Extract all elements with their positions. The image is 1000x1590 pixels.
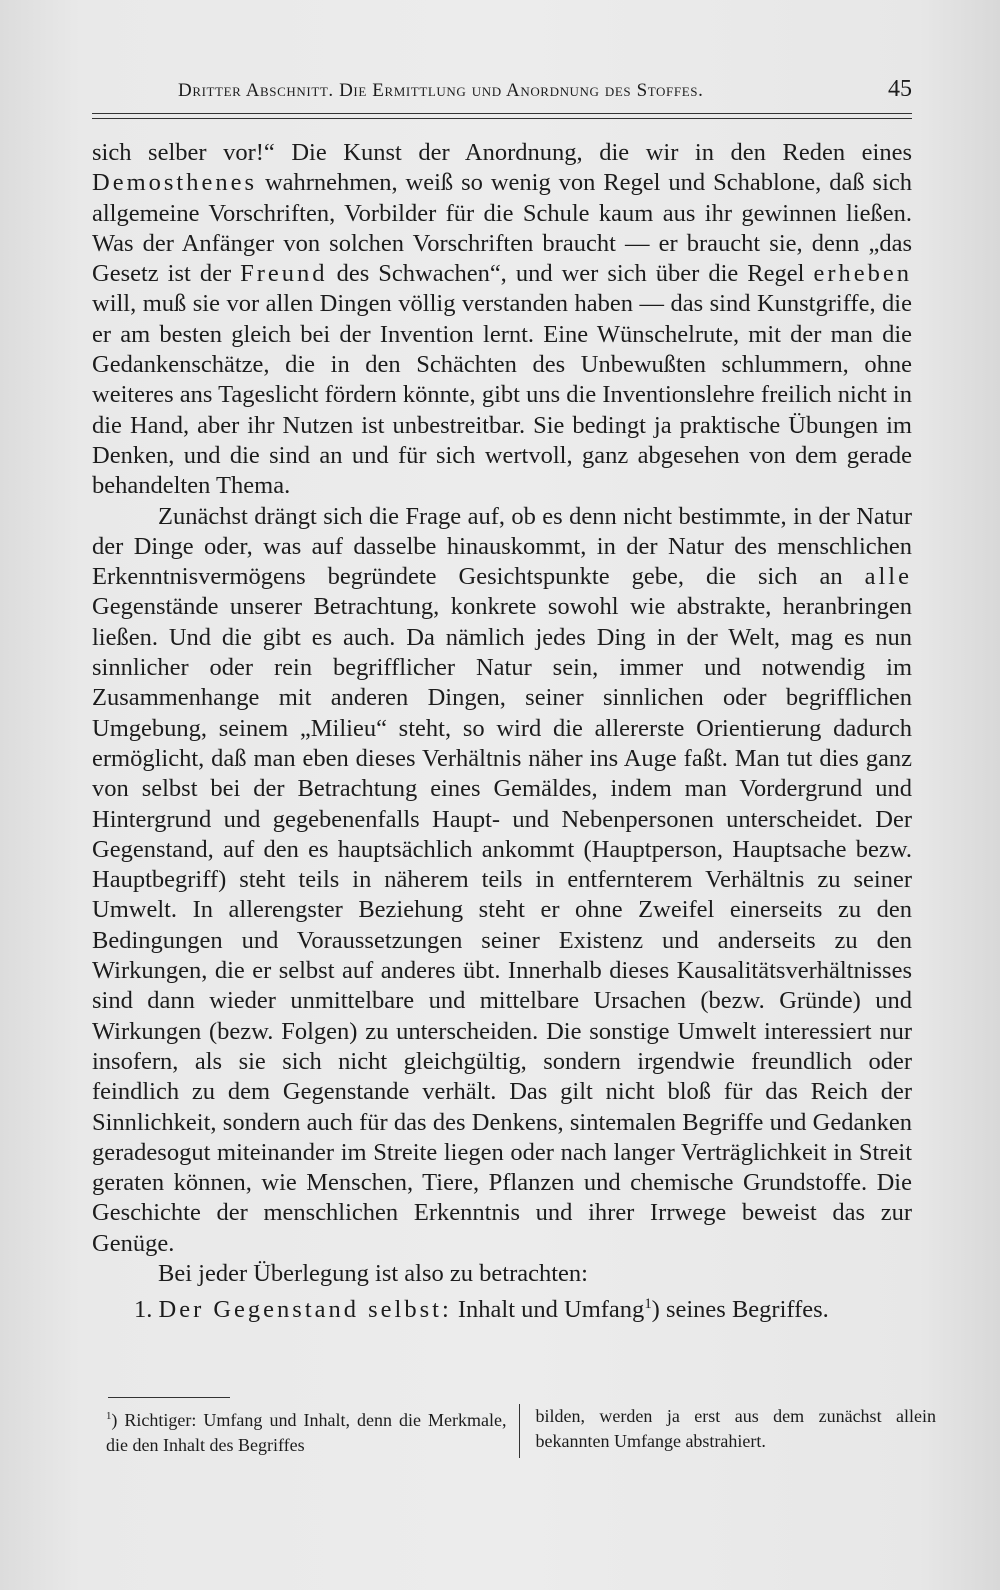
header-rule [92,113,912,114]
footnote-left-column: $^1$) Richtiger: Umfang und Inhalt, denn die Merkmale, die den Inhalt des Begriffes [106,1404,520,1458]
page-number: 45 [888,76,912,102]
footnote-right-column: bilden, werden ja erst aus dem zunächst allein bekannten Umfange abstrahiert. [535,1406,936,1451]
running-title: Dritter Abschnitt. Die Ermittlung und Anordnung des Stoffes. [178,80,704,101]
footnote-rule [108,1397,230,1398]
paragraph-2: Zunächst drängt sich die Frage auf, ob es denn nicht bestimmte, in der Natur der Dinge oder, was auf dasselbe hinauskommt, in der Natur des menschlichen Erkenntnisvermögens begründete Gesichtspunkte gebe, die sich an alle Gegenstände unserer Betrachtung, konkrete sowohl wie abstrakte, heranbringen ließen. Und die gibt es auch. Da nämlich jedes Ding in der Welt, mag es nun sinnlicher oder rein begrifflicher Natur sein, immer und notwendig im Zusammenhange mit anderen Dingen, seiner sinnlichen oder begrifflichen Umgebung, seinem „Milieu“ steht, so wird die allererste Orientierung dadurch ermöglicht, daß man eben dieses Verhältnis näher ins Auge faßt. Man tut dies ganz von selbst bei der Betrachtung eines Gemäldes, indem man Vordergrund und Hintergrund und gegebenenfalls Haupt- und Nebenpersonen unterscheidet. Der Gegenstand, auf den es hauptsächlich ankommt (Hauptperson, Hauptsache bezw. Hauptbegriff) steht teils in näherem teils in entfernterem Verhältnis zu seiner Umwelt. In allerengster Beziehung steht er ohne Zweifel einerseits zu den Bedingungen und Voraussetzungen seiner Existenz und anderseits zu den Wirkungen, die er selbst auf anderes übt. Innerhalb dieses Kausalitätsverhältnisses sind dann wieder unmittelbare und mittelbare Ursachen (bezw. Gründe) und Wirkungen (bezw. Folgen) zu unterscheiden. Die sonstige Umwelt interessiert nur insofern, als sie sich nicht gleichgültig, sondern irgendwie freundlich oder feindlich zu dem Gegenstande verhält. Das gilt nicht bloß für das Reich der Sinnlichkeit, sondern auch für das des Denkens, sintemalen Begriffe und Gedanken geradesogut miteinander im Streite liegen oder nach langer Verträglichkeit in Streit geraten können, wie Menschen, Tiere, Pflanzen und chemische Grundstoffe. Die Geschichte der menschlichen Erkenntnis und ihrer Irrwege beweist das zur Genüge. [92,502,912,1257]
page-header [92,76,912,103]
list-item-1: 1. Der Gegenstand selbst: Inhalt und Umfang$^1$) seines Begriffes. [134,1296,829,1324]
footnote [106,1404,936,1458]
paragraph-1: sich selber vor!“ Die Kunst der Anordnung, die wir in den Reden eines Demosthenes wahrnehmen, weiß so wenig von Regel und Schablone, daß sich allgemeine Vorschriften, Vorbilder für die Schule kaum aus ihr gewinnen ließen. Was der Anfänger von solchen Vorschriften braucht — er braucht sie, denn „das Gesetz ist der Freund des Schwachen“, und wer sich über die Regel erheben will, muß sie vor allen Dingen völlig verstanden haben — das sind Kunstgriffe, die er am besten gleich bei der Invention lernt. Eine Wünschelrute, mit der man die Gedankenschätze, die in den Schächten des Unbewußten schlummern, ohne weiteres ans Tageslicht fördern könnte, gibt uns die Inventionslehre freilich nicht in die Hand, aber ihr Nutzen ist unbestreitbar. Sie bedingt ja praktische Übungen im Denken, und die sind an und für sich wertvoll, ganz abgesehen von dem gerade behandelten Thema. [92,139,913,500]
body-text [92,138,912,1326]
paragraph-3: Bei jeder Überlegung ist also zu betrachten: [158,1259,588,1287]
header-rule-second [92,118,912,119]
